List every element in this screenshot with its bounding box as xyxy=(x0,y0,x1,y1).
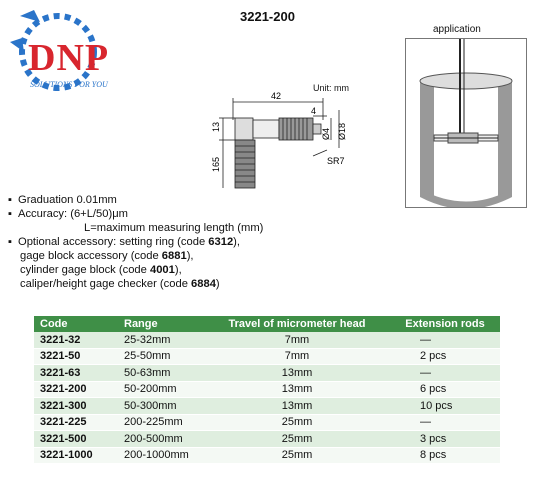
table-cell-range: 50-200mm xyxy=(118,381,204,398)
dim-13: 13 xyxy=(211,121,221,132)
table-cell-travel: 13mm xyxy=(204,398,390,415)
spec-list xyxy=(8,193,328,291)
table-cell-travel: 25mm xyxy=(204,414,390,431)
table-row xyxy=(34,447,500,464)
table-row xyxy=(34,398,500,415)
table-cell-range: 200-225mm xyxy=(118,414,204,431)
spec-graduation: ▪ Graduation 0.01mm xyxy=(8,194,117,206)
table-cell-code: 3221-200 xyxy=(34,381,118,398)
table-cell-travel: 25mm xyxy=(204,447,390,464)
table-cell-code: 3221-1000 xyxy=(34,447,118,464)
brand-slogan: SOLUTIONS FOR YOU xyxy=(30,80,108,89)
header-code: Code xyxy=(34,316,118,332)
table-row xyxy=(34,365,500,382)
table-cell-travel: 7mm xyxy=(204,348,390,365)
dim-dia4: Ø4 xyxy=(321,127,331,140)
application-illustration xyxy=(405,38,527,208)
table-cell-range: 25-32mm xyxy=(118,332,204,348)
dim-165: 165 xyxy=(211,156,221,172)
table-cell-travel: 13mm xyxy=(204,365,390,382)
table-cell-travel: 13mm xyxy=(204,381,390,398)
table-cell-range: 25-50mm xyxy=(118,348,204,365)
product-table xyxy=(34,316,500,464)
micrometer-drawing xyxy=(195,80,380,190)
table-row xyxy=(34,348,500,365)
table-cell-ext: 3 pcs xyxy=(390,431,500,448)
table-cell-travel: 25mm xyxy=(204,431,390,448)
table-cell-range: 50-300mm xyxy=(118,398,204,415)
table-cell-code: 3221-225 xyxy=(34,414,118,431)
unit-label: Unit: mm xyxy=(313,83,349,93)
header-range: Range xyxy=(118,316,204,332)
spec-accessory-4: caliper/height gage checker (code 6884) xyxy=(20,278,220,290)
table-cell-code: 3221-300 xyxy=(34,398,118,415)
dim-dia18: Ø18 xyxy=(337,122,347,140)
spec-accuracy: ▪ Accuracy: (6+L/50)μm xyxy=(8,208,128,220)
table-cell-ext: — xyxy=(390,332,500,348)
table-cell-code: 3221-50 xyxy=(34,348,118,365)
spec-accessory-3: cylinder gage block (code 4001), xyxy=(20,264,182,276)
table-cell-code: 3221-63 xyxy=(34,365,118,382)
model-title: 3221-200 xyxy=(240,9,295,24)
dim-sr7: SR7 xyxy=(327,156,345,166)
spec-accessory: ▪ Optional accessory: setting ring (code 6312), xyxy=(8,236,241,248)
table-cell-ext: 8 pcs xyxy=(390,447,500,464)
table-cell-range: 200-500mm xyxy=(118,431,204,448)
table-cell-range: 50-63mm xyxy=(118,365,204,382)
spec-accuracy-note: L=maximum measuring length (mm) xyxy=(84,222,264,234)
table-row xyxy=(34,381,500,398)
table-row xyxy=(34,431,500,448)
table-row xyxy=(34,332,500,348)
table-cell-ext: — xyxy=(390,414,500,431)
table-cell-travel: 7mm xyxy=(204,332,390,348)
table-cell-code: 3221-500 xyxy=(34,431,118,448)
table-header xyxy=(34,316,500,332)
application-title: application xyxy=(433,24,481,35)
dim-length: 42 xyxy=(271,91,282,101)
spec-accessory-2: gage block accessory (code 6881), xyxy=(20,250,194,262)
table-cell-range: 200-1000mm xyxy=(118,447,204,464)
table-cell-ext: 6 pcs xyxy=(390,381,500,398)
dim-4: 4 xyxy=(311,106,317,116)
header-travel: Travel of micrometer head xyxy=(204,316,390,332)
table-cell-ext: — xyxy=(390,365,500,382)
table-cell-ext: 2 pcs xyxy=(390,348,500,365)
table-cell-ext: 10 pcs xyxy=(390,398,500,415)
brand-logo-text: DNP xyxy=(28,37,110,79)
table-cell-code: 3221-32 xyxy=(34,332,118,348)
header-ext: Extension rods xyxy=(390,316,500,332)
table-row xyxy=(34,414,500,431)
